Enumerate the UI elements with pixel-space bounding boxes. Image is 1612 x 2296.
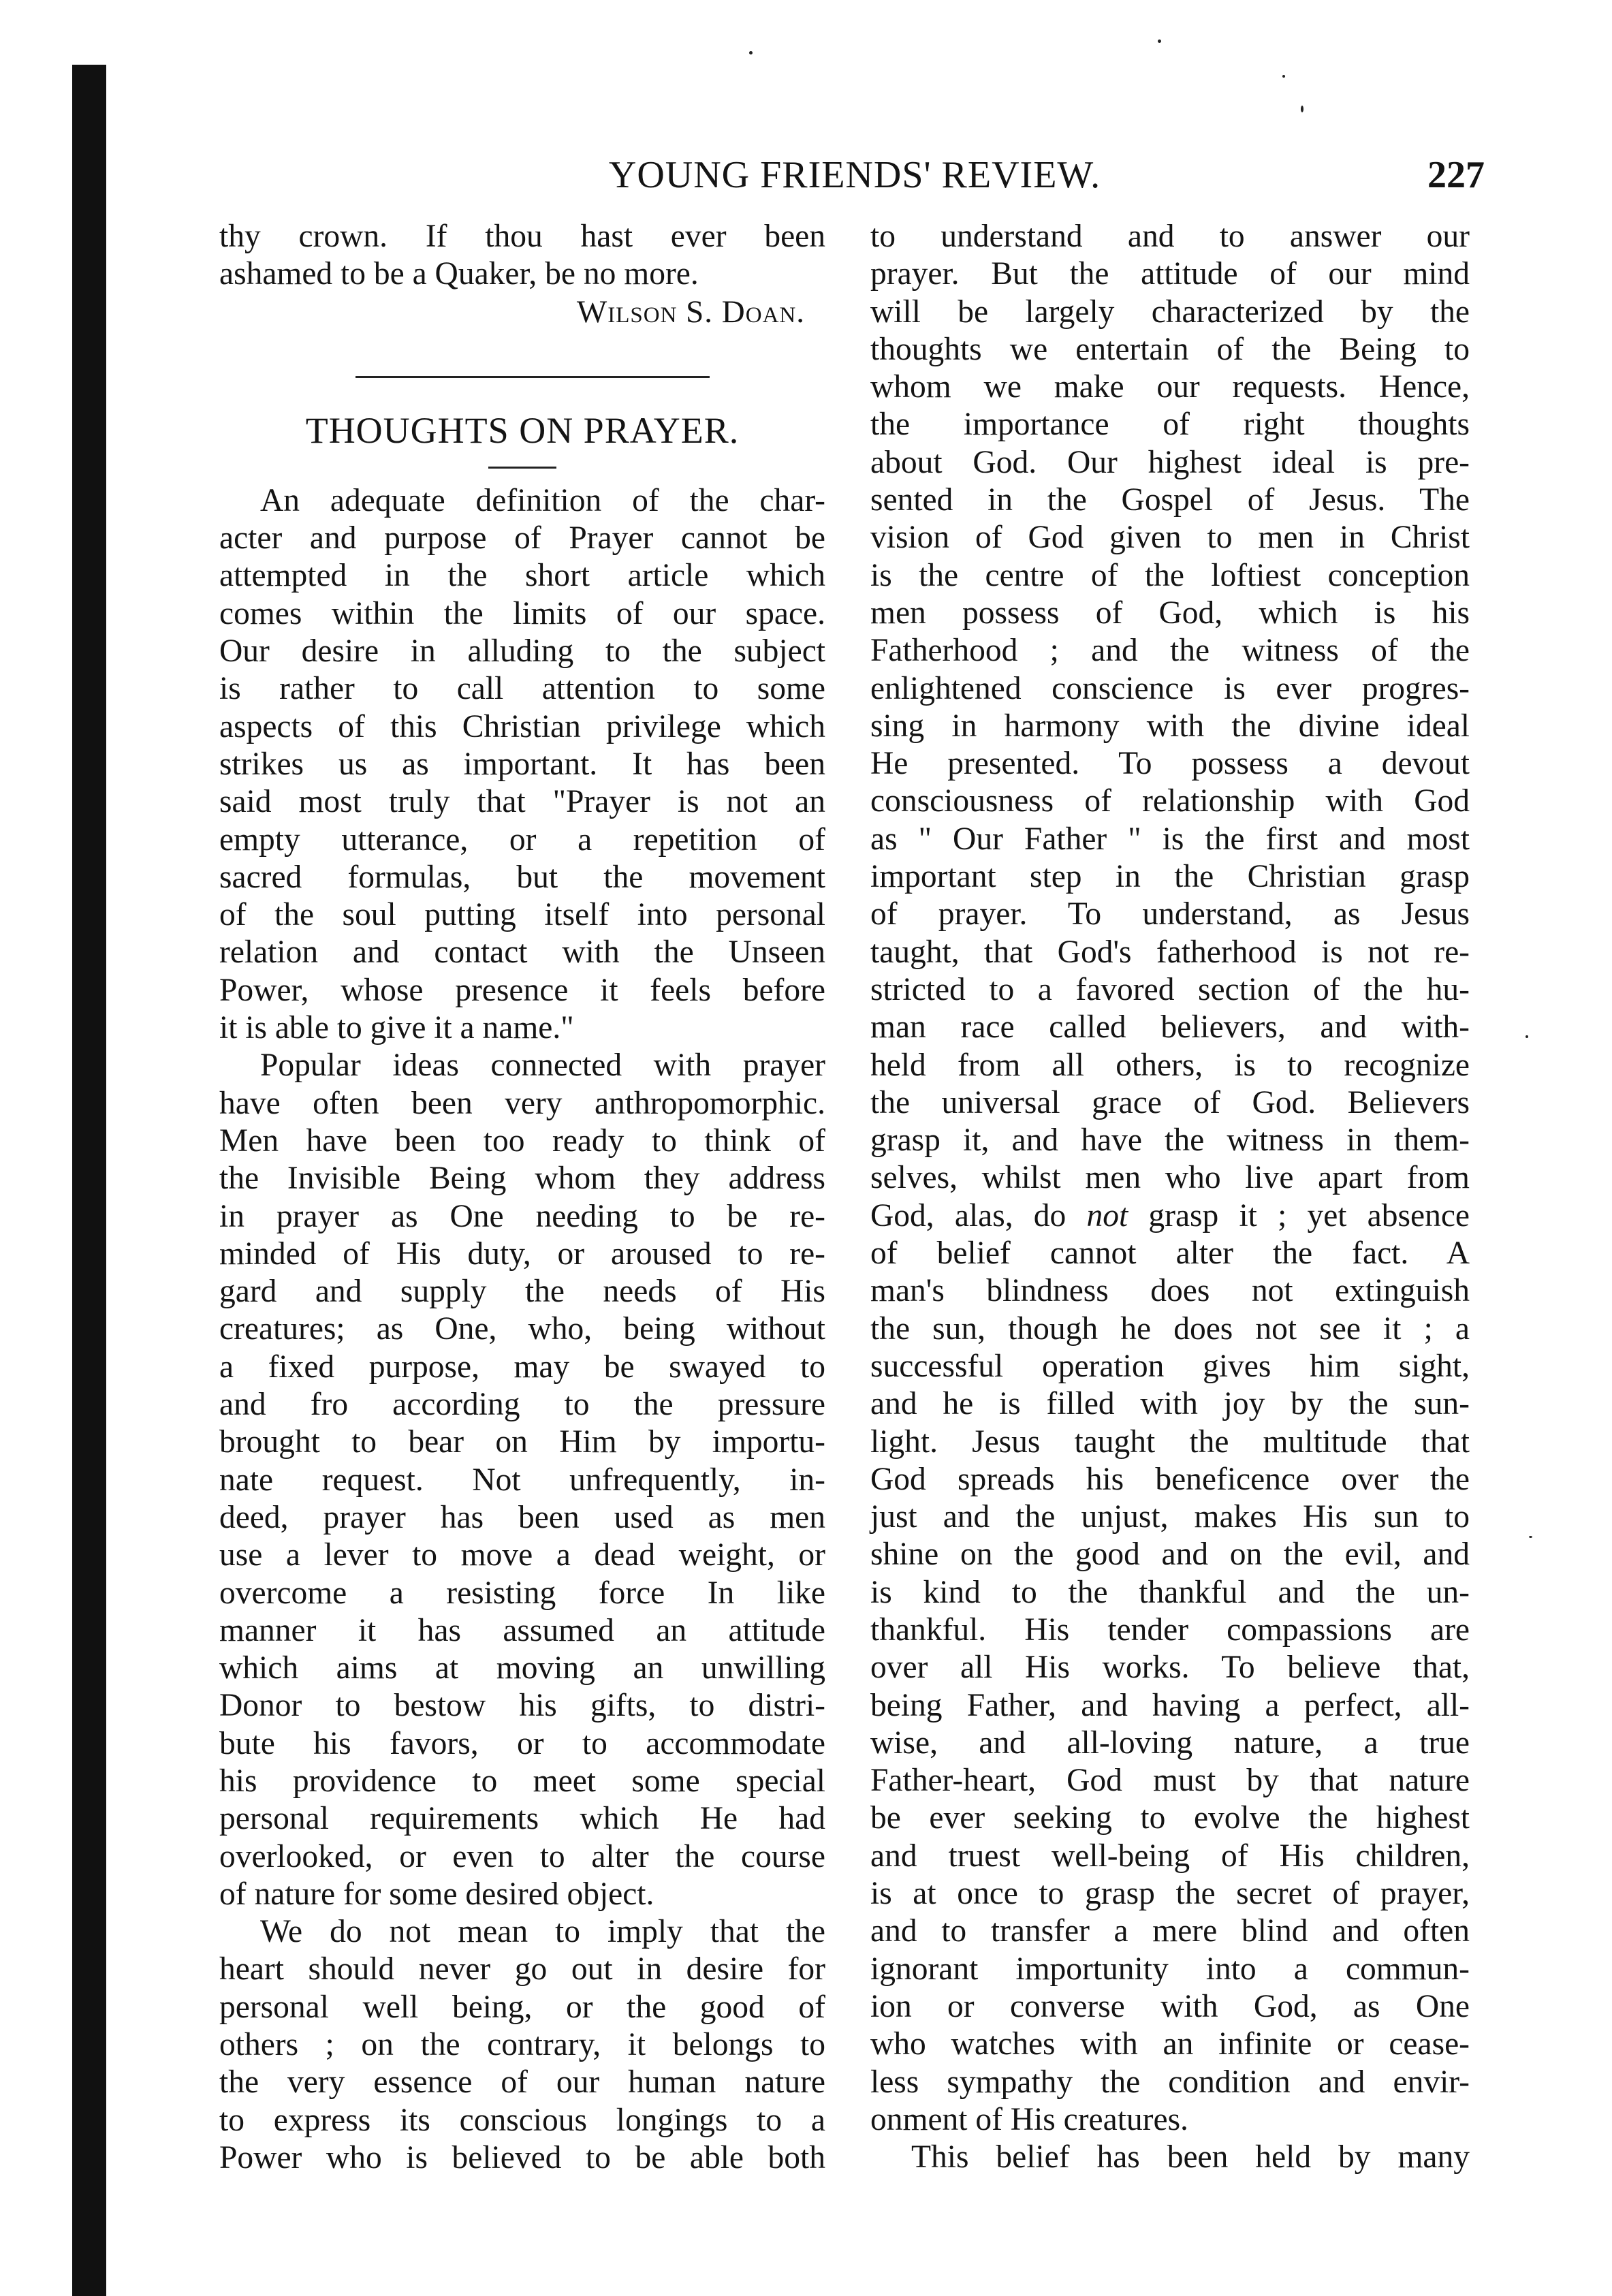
text-line: thankful. His tender compassions are bbox=[870, 1611, 1470, 1648]
previous-article-ending bbox=[219, 218, 825, 331]
text-line: stricted to a favored section of the hu- bbox=[870, 971, 1470, 1007]
paragraph bbox=[219, 1047, 825, 1913]
text-line: strikes us as important. It has been bbox=[219, 746, 825, 782]
section-divider bbox=[355, 376, 710, 378]
text-line: selves, whilst men who live apart from bbox=[870, 1160, 1470, 1196]
text-line: acter and purpose of Prayer cannot be bbox=[219, 520, 825, 556]
text-line: comes within the limits of our space. bbox=[219, 595, 825, 631]
text-line: the sun, though he does not see it ; a bbox=[870, 1310, 1470, 1347]
running-head: YOUNG FRIENDS' REVIEW. bbox=[608, 154, 1101, 196]
text-line: and fro according to the pressure bbox=[219, 1387, 825, 1423]
text-line: Fatherhood ; and the witness of the bbox=[870, 633, 1470, 669]
text-line: sing in harmony with the divine ideal bbox=[870, 708, 1470, 744]
text-line: his providence to meet some special bbox=[219, 1763, 825, 1799]
text-line: a fixed purpose, may be swayed to bbox=[219, 1349, 825, 1385]
text-line: as " Our Father " is the first and most bbox=[870, 821, 1470, 857]
text-line: is at once to grasp the secret of prayer, bbox=[870, 1876, 1470, 1912]
text-line: others ; on the contrary, it belongs to bbox=[219, 2027, 825, 2063]
text-line: shine on the good and on the evil, and bbox=[870, 1537, 1470, 1573]
text-line: brought to bear on Him by importu- bbox=[219, 1424, 825, 1460]
text-line: personal requirements which He had bbox=[219, 1801, 825, 1837]
text-line: Our desire in alluding to the subject bbox=[219, 633, 825, 670]
text-line: being Father, and having a perfect, all- bbox=[870, 1687, 1470, 1723]
text-line: which aims at moving an unwilling bbox=[219, 1650, 825, 1686]
text-line: consciousness of relationship with God bbox=[870, 783, 1470, 819]
text-line: aspects of this Christian privilege which bbox=[219, 708, 825, 744]
right-column bbox=[870, 218, 1470, 2176]
page-header bbox=[225, 151, 1485, 199]
text-line: man race called believers, and with- bbox=[870, 1009, 1470, 1045]
text-line: held from all others, is to recognize bbox=[870, 1047, 1470, 1083]
paragraph bbox=[870, 218, 1470, 2139]
scan-speck bbox=[1282, 75, 1285, 78]
text-line: be ever seeking to evolve the highest bbox=[870, 1800, 1470, 1836]
text-line: said most truly that "Prayer is not an bbox=[219, 784, 825, 820]
paragraph bbox=[219, 1913, 825, 2177]
text-line: overlooked, or even to alter the course bbox=[219, 1838, 825, 1874]
scan-speck bbox=[1529, 1536, 1532, 1538]
title-rule bbox=[488, 467, 556, 469]
text-line: taught, that God's fatherhood is not re- bbox=[870, 934, 1470, 970]
text-line: to understand and to answer our bbox=[870, 219, 1470, 254]
text-line: less sympathy the condition and envir- bbox=[870, 2064, 1470, 2100]
text-line: nate request. Not unfrequently, in- bbox=[219, 1462, 825, 1498]
text-line: wise, and all-loving nature, a true bbox=[870, 1725, 1470, 1761]
text-run: grasp it ; yet absence bbox=[1128, 1197, 1470, 1233]
text-line: and to transfer a mere blind and often bbox=[870, 1913, 1470, 1949]
text-line: important step in the Christian grasp bbox=[870, 859, 1470, 895]
text-line: ignorant importunity into a commun- bbox=[870, 1951, 1470, 1987]
text-line: is kind to the thankful and the un- bbox=[870, 1574, 1470, 1610]
text-line: sacred formulas, but the movement bbox=[219, 859, 825, 895]
text-line: minded of His duty, or aroused to re- bbox=[219, 1236, 825, 1272]
text-line: over all His works. To believe that, bbox=[870, 1650, 1470, 1686]
text-line: the importance of right thoughts bbox=[870, 407, 1470, 443]
text-line: and he is filled with joy by the sun- bbox=[870, 1386, 1470, 1422]
text-line: Popular ideas connected with prayer bbox=[260, 1048, 825, 1084]
text-line: of belief cannot alter the fact. A bbox=[870, 1236, 1470, 1272]
text-line: who watches with an infinite or cease- bbox=[870, 2026, 1470, 2062]
text-line: of the soul putting itself into personal bbox=[219, 897, 825, 933]
text-line: He presented. To possess a devout bbox=[870, 746, 1470, 782]
text-line: the Invisible Being whom they address bbox=[219, 1161, 825, 1197]
paragraph bbox=[870, 2139, 1470, 2176]
text-line: thy crown. If thou hast ever been bbox=[219, 219, 825, 254]
text-line: of nature for some desired object. bbox=[219, 1876, 654, 1912]
text-line: An adequate definition of the char- bbox=[260, 482, 825, 518]
text-line: Father-heart, God must by that nature bbox=[870, 1763, 1470, 1799]
text-line: ion or converse with God, as One bbox=[870, 1988, 1470, 2024]
text-line: Power, whose presence it feels before bbox=[219, 972, 825, 1008]
text-line: will be largely characterized by the bbox=[870, 294, 1470, 330]
text-line: manner it has assumed an attitude bbox=[219, 1612, 825, 1648]
text-line: light. Jesus taught the multitude that bbox=[870, 1424, 1470, 1460]
text-line: is the centre of the loftiest conception bbox=[870, 557, 1470, 593]
page-number: 227 bbox=[1427, 154, 1485, 196]
scan-speck bbox=[1301, 106, 1303, 112]
text-line: it is able to give it a name." bbox=[219, 1010, 574, 1046]
text-line: Men have been too ready to think of bbox=[219, 1122, 825, 1159]
text-line: in prayer as One needing to be re- bbox=[219, 1198, 825, 1234]
text-line: sented in the Gospel of Jesus. The bbox=[870, 482, 1470, 518]
text-line: This belief has been held by many bbox=[911, 2139, 1470, 2175]
text-line: Power who is believed to be able both bbox=[219, 2139, 825, 2175]
italic-emphasis: not bbox=[1086, 1197, 1128, 1233]
text-line: men possess of God, which is his bbox=[870, 595, 1470, 631]
author-signature: Wilson S. Doan. bbox=[576, 294, 805, 330]
article-title: THOUGHTS ON PRAYER. bbox=[305, 409, 740, 451]
text-line: deed, prayer has been used as men bbox=[219, 1499, 825, 1535]
text-line: heart should never go out in desire for bbox=[219, 1951, 825, 1987]
left-column bbox=[219, 218, 825, 2177]
text-line bbox=[870, 1197, 1470, 1235]
paragraph bbox=[219, 482, 825, 1047]
text-line: We do not mean to imply that the bbox=[260, 1914, 825, 1950]
text-line: God spreads his beneficence over the bbox=[870, 1461, 1470, 1497]
text-line: creatures; as One, who, being without bbox=[219, 1311, 825, 1347]
text-line: the very essence of our human nature bbox=[219, 2064, 825, 2101]
scan-edge-shadow bbox=[72, 65, 106, 2296]
scan-speck bbox=[749, 51, 753, 54]
text-line: attempted in the short article which bbox=[219, 558, 825, 594]
text-line: empty utterance, or a repetition of bbox=[219, 821, 825, 858]
text-line: have often been very anthropomorphic. bbox=[219, 1085, 825, 1121]
text-line: Donor to bestow his gifts, to distri- bbox=[219, 1688, 825, 1724]
text-line: onment of His creatures. bbox=[870, 2101, 1188, 2137]
text-line: grasp it, and have the witness in them- bbox=[870, 1122, 1470, 1159]
text-line: thoughts we entertain of the Being to bbox=[870, 331, 1470, 367]
text-line: is rather to call attention to some bbox=[219, 671, 825, 707]
text-line: relation and contact with the Unseen bbox=[219, 934, 825, 971]
text-line: and truest well-being of His children, bbox=[870, 1838, 1470, 1874]
text-line: just and the unjust, makes His sun to bbox=[870, 1499, 1470, 1535]
text-line: whom we make our requests. Hence, bbox=[870, 369, 1470, 405]
scan-speck bbox=[1526, 1035, 1528, 1038]
text-line: use a lever to move a dead weight, or bbox=[219, 1537, 825, 1573]
text-line: to express its conscious longings to a bbox=[219, 2102, 825, 2138]
text-line: gard and supply the needs of His bbox=[219, 1274, 825, 1310]
text-line: prayer. But the attitude of our mind bbox=[870, 256, 1470, 292]
text-run: God, alas, do bbox=[870, 1197, 1087, 1233]
text-line: ashamed to be a Quaker, be no more. bbox=[219, 256, 699, 292]
text-line: personal well being, or the good of bbox=[219, 1989, 825, 2025]
text-line: successful operation gives him sight, bbox=[870, 1348, 1470, 1384]
text-line: enlightened conscience is ever progres- bbox=[870, 670, 1470, 706]
text-line: vision of God given to men in Christ bbox=[870, 520, 1470, 556]
text-line: overcome a resisting force In like bbox=[219, 1575, 825, 1611]
text-line: of prayer. To understand, as Jesus bbox=[870, 896, 1470, 932]
text-line: the universal grace of God. Believers bbox=[870, 1084, 1470, 1120]
text-line: man's blindness does not extinguish bbox=[870, 1273, 1470, 1309]
scan-speck bbox=[1158, 40, 1161, 43]
text-line: bute his favors, or to accommodate bbox=[219, 1725, 825, 1761]
text-line: about God. Our highest ideal is pre- bbox=[870, 444, 1470, 480]
